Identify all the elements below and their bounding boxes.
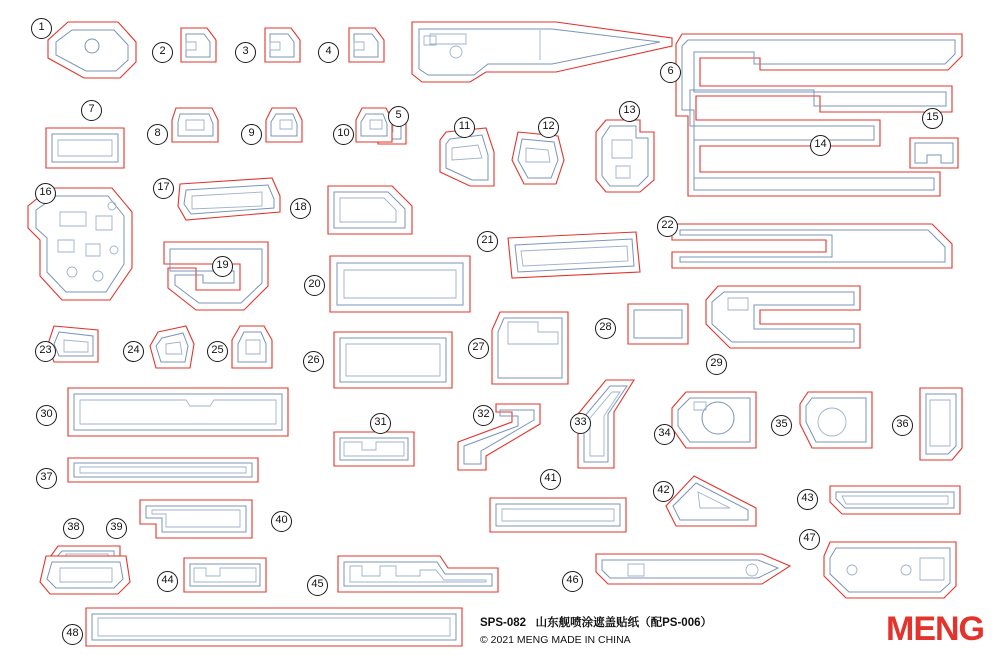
callout-label: 3 xyxy=(242,45,249,57)
callout-label: 42 xyxy=(657,484,670,496)
callout-label: 31 xyxy=(374,416,387,428)
callout-21[interactable] xyxy=(477,231,498,252)
sticker-part-8[interactable] xyxy=(172,108,218,142)
callout-label: 38 xyxy=(67,521,80,533)
callout-label: 23 xyxy=(39,344,52,356)
callout-label: 47 xyxy=(803,532,816,544)
sticker-part-23[interactable] xyxy=(48,326,98,362)
callout-34[interactable] xyxy=(654,424,675,445)
sheet-title-line xyxy=(480,615,810,631)
callout-label: 30 xyxy=(40,408,53,420)
sticker-part-2[interactable] xyxy=(181,28,216,62)
sticker-part-20[interactable] xyxy=(330,256,470,312)
callout-label: 33 xyxy=(574,416,587,428)
sticker-part-24[interactable] xyxy=(150,326,194,368)
sticker-part-13[interactable] xyxy=(596,120,654,192)
callout-33[interactable] xyxy=(570,413,591,434)
callout-37[interactable] xyxy=(36,468,57,489)
callout-43[interactable] xyxy=(797,489,818,510)
sticker-part-41[interactable] xyxy=(490,498,626,532)
callout-3[interactable] xyxy=(235,42,256,63)
sticker-part-10[interactable] xyxy=(356,108,392,142)
callout-label: 13 xyxy=(623,104,636,116)
callout-label: 39 xyxy=(110,521,123,533)
callout-label: 15 xyxy=(926,111,939,123)
callout-17[interactable] xyxy=(153,178,174,199)
callout-label: 21 xyxy=(481,234,494,246)
callout-36[interactable] xyxy=(892,415,913,436)
callout-label: 2 xyxy=(159,45,166,57)
callout-15[interactable] xyxy=(922,108,943,129)
callout-10[interactable] xyxy=(333,124,354,145)
callout-41[interactable] xyxy=(540,469,561,490)
callout-label: 48 xyxy=(66,627,79,639)
sticker-part-48[interactable] xyxy=(86,608,462,646)
copyright-line: © 2021 MENG MADE IN CHINA xyxy=(480,634,631,646)
callout-label: 7 xyxy=(88,103,95,115)
callout-47[interactable] xyxy=(799,529,820,550)
callout-42[interactable] xyxy=(653,481,674,502)
callout-label: 9 xyxy=(248,127,255,139)
sticker-part-46[interactable] xyxy=(596,554,790,584)
sticker-part-9[interactable] xyxy=(266,108,302,142)
callout-label: 29 xyxy=(710,357,723,369)
callout-label: 35 xyxy=(775,418,788,430)
callout-label: 32 xyxy=(477,408,490,420)
sticker-part-30[interactable] xyxy=(68,388,288,436)
callout-label: 37 xyxy=(40,471,53,483)
callout-11[interactable] xyxy=(454,117,475,138)
callout-label: 17 xyxy=(157,181,170,193)
sticker-part-21[interactable] xyxy=(508,232,640,278)
callout-38[interactable] xyxy=(63,518,84,539)
callout-label: 28 xyxy=(599,321,612,333)
callout-label: 24 xyxy=(127,344,140,356)
callout-label: 44 xyxy=(161,574,174,586)
sticker-part-15[interactable] xyxy=(910,138,958,168)
callout-26[interactable] xyxy=(303,351,324,372)
callout-40[interactable] xyxy=(271,511,292,532)
callout-label: 34 xyxy=(658,427,671,439)
sticker-part-18[interactable] xyxy=(328,186,412,234)
sticker-part-29[interactable] xyxy=(706,286,860,348)
callout-19[interactable] xyxy=(212,256,233,277)
callout-label: 1 xyxy=(38,21,45,33)
callout-label: 14 xyxy=(814,138,827,150)
callout-29[interactable] xyxy=(706,354,727,375)
callout-18[interactable] xyxy=(290,198,311,219)
callout-label: 27 xyxy=(472,341,485,353)
callout-label: 19 xyxy=(216,259,229,271)
callout-label: 41 xyxy=(544,472,557,484)
callout-label: 22 xyxy=(661,219,674,231)
callout-label: 45 xyxy=(311,578,324,590)
sticker-part-17[interactable] xyxy=(178,178,280,220)
callout-label: 36 xyxy=(896,418,909,430)
sticker-part-32[interactable] xyxy=(458,404,540,470)
callout-32[interactable] xyxy=(473,405,494,426)
callout-24[interactable] xyxy=(123,341,144,362)
callout-22[interactable] xyxy=(657,216,678,237)
callout-6[interactable] xyxy=(660,62,681,83)
callout-label: 8 xyxy=(154,127,161,139)
callout-27[interactable] xyxy=(468,338,489,359)
callout-44[interactable] xyxy=(157,571,178,592)
callout-35[interactable] xyxy=(771,415,792,436)
callout-25[interactable] xyxy=(207,341,228,362)
callout-label: 11 xyxy=(458,120,471,132)
sticker-part-47[interactable] xyxy=(824,542,956,598)
callout-label: 4 xyxy=(325,45,332,57)
callout-label: 12 xyxy=(542,120,555,132)
callout-label: 46 xyxy=(566,574,579,586)
callout-23[interactable] xyxy=(35,341,56,362)
meng-logo: MENG xyxy=(886,610,984,648)
sticker-part-37[interactable] xyxy=(68,458,258,482)
callout-4[interactable] xyxy=(318,42,339,63)
sticker-part-31[interactable] xyxy=(334,432,414,466)
callout-label: 5 xyxy=(395,109,402,121)
callout-12[interactable] xyxy=(538,117,559,138)
sticker-part-19[interactable] xyxy=(164,242,268,310)
sticker-part-3[interactable] xyxy=(265,28,300,62)
callout-16[interactable] xyxy=(35,183,56,204)
callout-28[interactable] xyxy=(595,318,616,339)
callout-label: 18 xyxy=(294,201,307,213)
callout-39[interactable] xyxy=(106,518,127,539)
callout-1[interactable] xyxy=(31,18,52,39)
sticker-part-22[interactable] xyxy=(672,224,952,268)
sticker-part-45[interactable] xyxy=(338,556,498,592)
sticker-part-28[interactable] xyxy=(628,304,688,344)
callout-label: 40 xyxy=(275,514,288,526)
callout-5[interactable] xyxy=(388,106,409,127)
callout-label: 25 xyxy=(211,344,224,356)
sticker-part-36[interactable] xyxy=(920,388,962,460)
callout-46[interactable] xyxy=(562,571,583,592)
sticker-part-25[interactable] xyxy=(232,326,272,368)
sticker-part-16[interactable] xyxy=(28,188,132,300)
callout-label: 16 xyxy=(39,186,52,198)
sticker-part-43[interactable] xyxy=(830,486,960,514)
callout-31[interactable] xyxy=(370,413,391,434)
callout-label: 43 xyxy=(801,492,814,504)
product-title: 山东舰喷涂遮盖贴纸（配PS-006） xyxy=(535,617,712,629)
sticker-part-14[interactable] xyxy=(676,34,962,196)
callout-7[interactable] xyxy=(81,100,102,121)
sticker-part-27[interactable] xyxy=(492,312,568,384)
callout-13[interactable] xyxy=(619,101,640,122)
callout-label: 26 xyxy=(307,354,320,366)
sticker-part-6[interactable] xyxy=(412,22,672,82)
callout-label: 20 xyxy=(308,278,321,290)
sticker-part-35[interactable] xyxy=(800,392,872,448)
callout-48[interactable] xyxy=(62,624,83,645)
callout-9[interactable] xyxy=(241,124,262,145)
sticker-part-42[interactable] xyxy=(666,476,756,526)
callout-30[interactable] xyxy=(36,405,57,426)
callout-label: 6 xyxy=(667,65,674,77)
callout-20[interactable] xyxy=(304,275,325,296)
sticker-part-7[interactable] xyxy=(46,128,124,168)
product-code: SPS-082 xyxy=(480,617,527,629)
sticker-part-1[interactable] xyxy=(48,22,136,78)
callout-8[interactable] xyxy=(147,124,168,145)
sticker-part-4[interactable] xyxy=(349,28,384,62)
callout-14[interactable] xyxy=(810,135,831,156)
callout-45[interactable] xyxy=(307,575,328,596)
sticker-part-26[interactable] xyxy=(334,332,452,388)
callout-label: 10 xyxy=(337,127,350,139)
callout-2[interactable] xyxy=(152,42,173,63)
sticker-part-39[interactable] xyxy=(40,556,130,594)
sticker-part-12[interactable] xyxy=(512,132,564,184)
sticker-part-40[interactable] xyxy=(140,500,252,538)
sticker-part-44[interactable] xyxy=(184,558,266,592)
sticker-part-34[interactable] xyxy=(672,392,756,448)
